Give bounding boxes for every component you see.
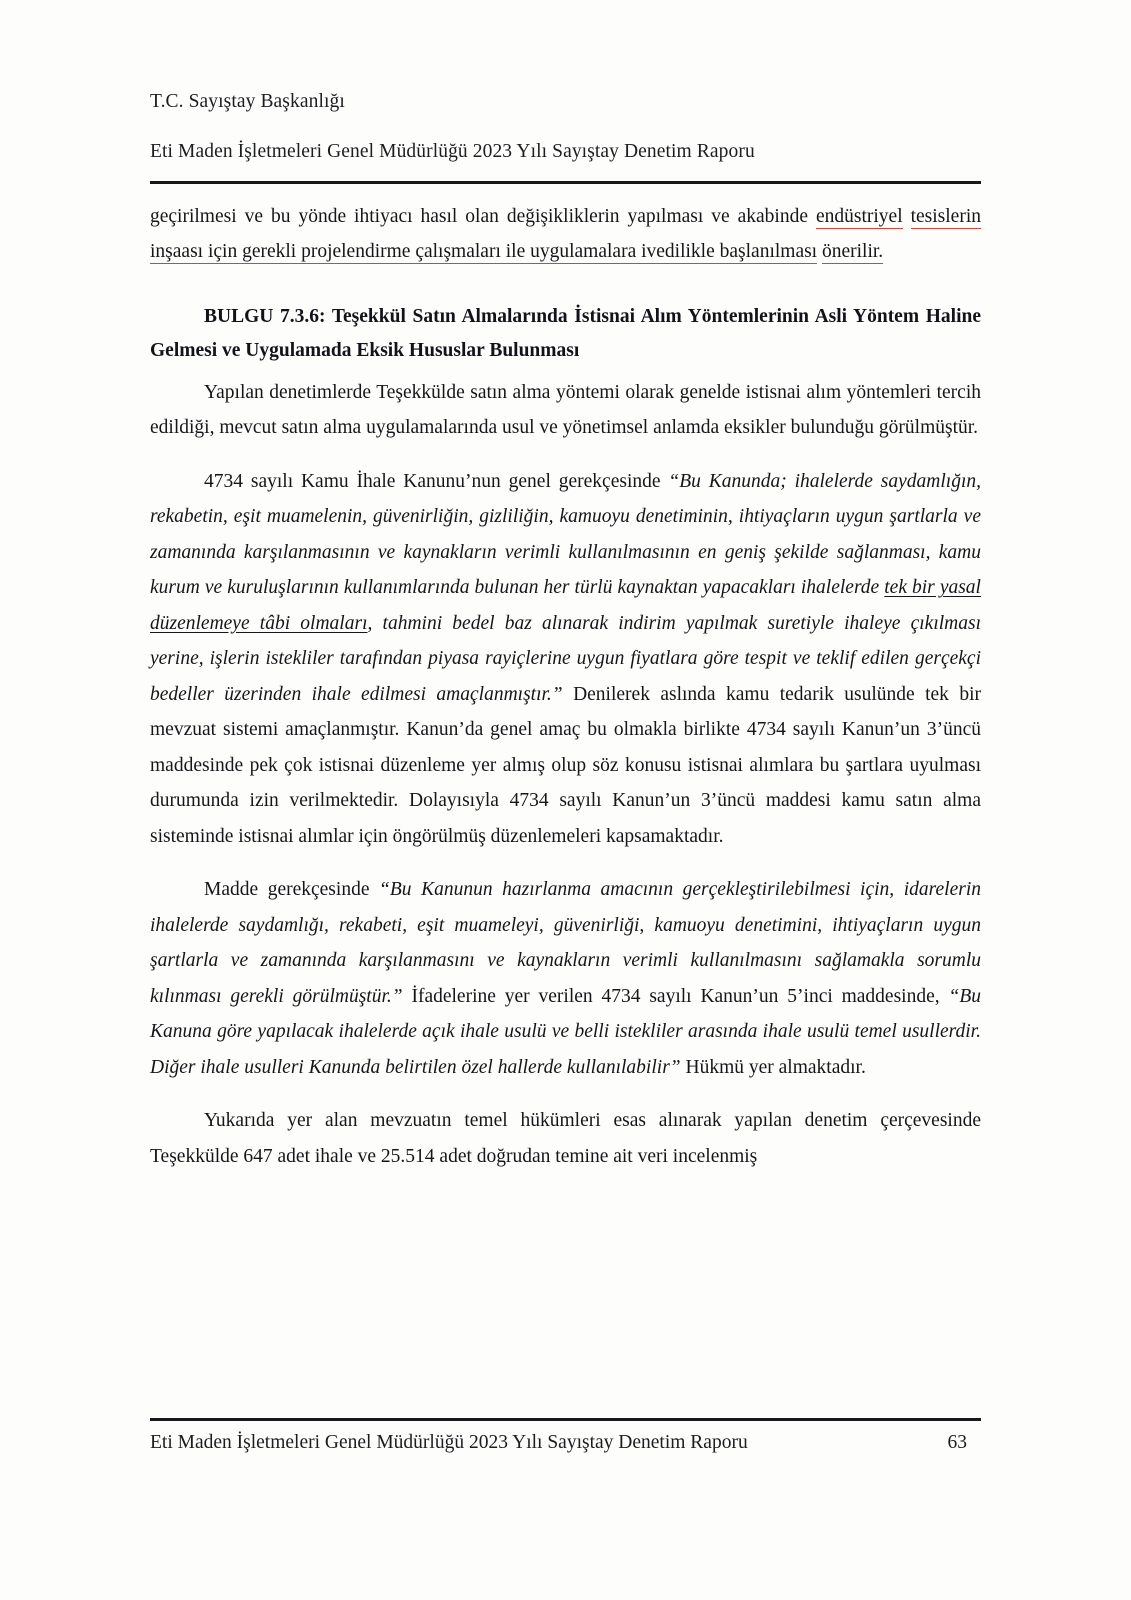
p3-quote-1: “Bu Kanunun hazırlanma amacının gerçekleştirilebilmesi için, idarelerin ihalelerde saydamlığı, rekabeti, eşit muameleyi, güvenirliği, kamuoyu denetimini, ihtiyaçların uygun şartlarla ve zamanında karşılanmasını ve kaynakların verimli kullanılmasını sağlamakla sorumlu kılınması gerekli görülmüştür.” [150,879,981,1007]
page-number: 63 [947,1432,967,1453]
paragraph-4: Yukarıda yer alan mevzuatın temel hükümleri esas alınarak yapılan denetim çerçevesinde Teşekkülde 647 adet ihale ve 25.514 adet doğrudan temine ait veri incelenmiş [150,1110,981,1167]
p2-quote-underlined: tek bir yasal düzenlemeye tâbi olmaları [150,577,981,634]
continued-text-plain: geçirilmesi ve bu yönde ihtiyacı hasıl olan değişikliklerin yapılması ve akabinde [150,205,816,227]
p2-quote-part1: “Bu Kanunda; ihalelerde saydamlığın, rekabetin, eşit muamelenin, güvenirliğin, gizliliğin, kamuoyu denetiminin, ihtiyaçların uygun şartlarla ve zamanında karşılanmasının ve kaynakların verimli kullanılmasının en geniş şekilde sağlanması, kamu kurum ve kuruluşlarının kullanımlarında bulunan her türlü kaynaktan yapacakları ihalelerde [150,470,981,599]
p2-quote-part2: , tahmini bedel baz alınarak indirim yapılmak suretiyle ihaleye çıkılması yerine, işlerin istekliler tarafından piyasa rayiçlerine uygun fiyatlara göre tespit ve teklif edilen gerçekçi bedeller üzerinden ihale edilmesi amaçlanmıştır.” [150,612,981,705]
highlight-underline-1: endüstriyel [815,205,903,227]
highlight-underline-3: önerilir. [821,241,884,263]
header-institution: T.C. Sayıştay Başkanlığı [150,91,345,112]
finding-title: Teşekkül Satın Almalarında İstisnai Alım Yöntemlerinin Asli Yöntem Haline Gelmesi ve Uygulamada Eksik Hususlar Bulunması [150,305,981,362]
paragraph-3 [150,872,981,1085]
header-report-title: Eti Maden İşletmeleri Genel Müdürlüğü 2023 Yılı Sayıştay Denetim Raporu [150,141,755,163]
paragraph-1: Yapılan denetimlerde Teşekkülde satın alma yöntemi olarak genelde istisnai alım yöntemleri tercih edildiği, mevcut satın alma uygulamalarında usul ve yönetimsel anlamda eksikler bulunduğu görülmüştür. [150,381,981,439]
continued-paragraph [150,199,981,270]
p2-lead: 4734 sayılı Kamu İhale Kanunu’nun genel gerekçesinde [204,470,669,492]
paragraph-2 [150,464,981,854]
footer-divider [150,1418,981,1421]
p3-tail: Hükmü yer almaktadır. [680,1056,866,1078]
highlight-underline-2: tesislerin inşaası için gerekli projelendirme çalışmaları ile uygulamalara ivedilikle başlanılması [150,205,981,263]
footer-text: Eti Maden İşletmeleri Genel Müdürlüğü 2023 Yılı Sayıştay Denetim Raporu [150,1432,748,1453]
page-content [150,88,981,1174]
page-footer [150,1432,981,1454]
finding-label: BULGU 7.3.6: [204,305,326,327]
p3-middle: İfadelerine yer verilen 4734 sayılı Kanun’un 5’inci maddesinde, [402,985,949,1007]
p2-tail: Denilerek aslında kamu tedarik usulünde tek bir mevzuat sistemi amaçlanmıştır. Kanun’da genel amaç bu olmakla birlikte 4734 sayılı Kanun’un 3’üncü maddesinde pek çok istisnai düzenleme yer almış olup söz konusu istisnai alımlara bu şartlara uyulması durumunda izin verilmektedir. Dolayısıyla 4734 sayılı Kanun’un 3’üncü maddesi kamu satın alma sisteminde istisnai alımlar için öngörülmüş düzenlemeleri kapsamaktadır. [150,683,982,847]
p3-lead: Madde gerekçesinde [204,879,380,901]
body [150,199,981,1175]
finding-heading [150,300,981,369]
p3-quote-2: “Bu Kanuna göre yapılacak ihalelerde açık ihale usulü ve belli istekliler arasında ihale usulü temel usullerdir. Diğer ihale usulleri Kanunda belirtilen özel hallerde kullanılabilir” [150,985,981,1078]
header-divider [150,181,981,184]
